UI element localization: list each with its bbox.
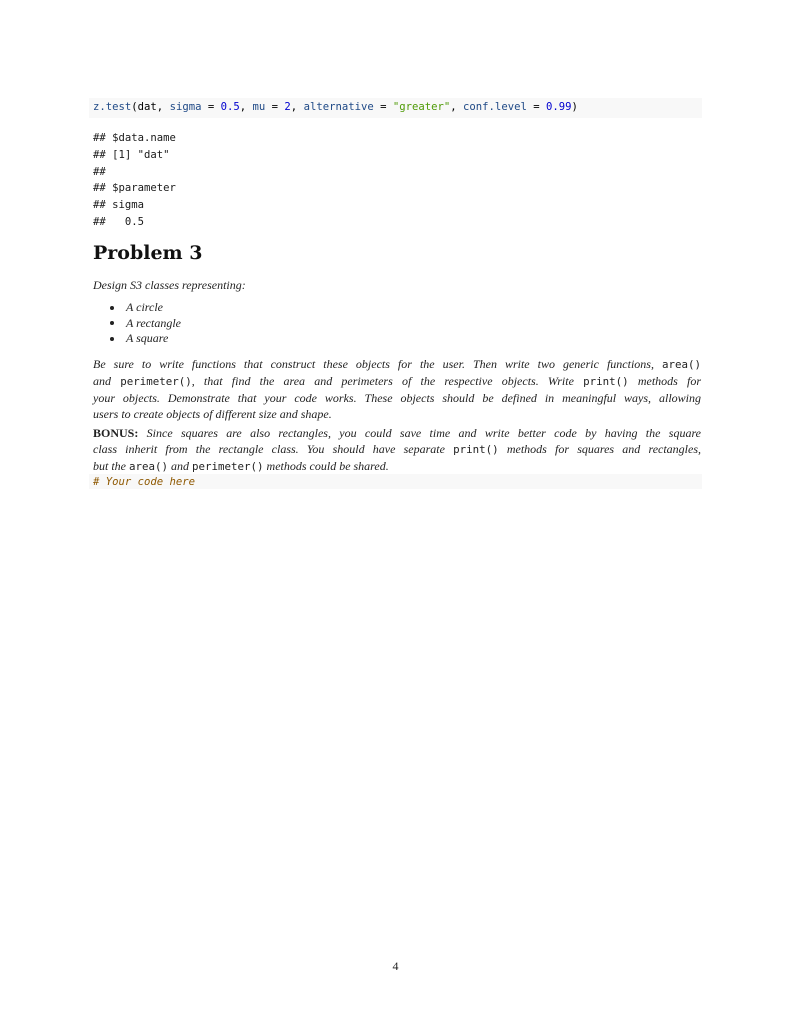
text-span: class inherit from the rectangle class. You should have separate: [93, 442, 445, 456]
code-text: =: [201, 101, 221, 113]
code-function: z.test: [93, 101, 132, 113]
list-item: [110, 300, 181, 316]
intro-text: [93, 277, 701, 293]
output-line: ## 0.5: [93, 215, 145, 228]
code-number: 0.5: [220, 101, 240, 113]
section-heading: Problem 3: [93, 242, 203, 264]
code-comment: # Your code here: [93, 476, 196, 488]
text-span: , that find the area and perimeters of the respective objects. Write: [191, 374, 574, 388]
text-span: and: [171, 459, 190, 473]
text-span: methods could be shared.: [266, 459, 389, 473]
inline-code: print(): [453, 443, 499, 456]
output-line: ## sigma: [93, 199, 145, 212]
code-text: (dat,: [131, 101, 170, 113]
inline-code: area(): [129, 460, 169, 473]
bonus-label: BONUS:: [93, 426, 139, 440]
code-block-ztest: [89, 98, 702, 118]
text-span: methods for squares and rectangles,: [506, 442, 702, 456]
text-span: Since squares are also rectangles, you could save time and write better code by having the square: [146, 426, 701, 440]
inline-code: perimeter(): [192, 460, 264, 473]
code-text: =: [526, 101, 546, 113]
code-arg: mu: [252, 101, 266, 113]
bullet-icon: [110, 337, 114, 341]
code-text: ,: [239, 101, 253, 113]
paragraph-line: [93, 356, 701, 373]
code-number: 0.99: [545, 101, 572, 113]
code-string: "greater": [392, 101, 451, 113]
code-text: ,: [290, 101, 304, 113]
inline-code: area(): [662, 358, 702, 371]
paragraph-line: [93, 373, 701, 390]
text-span: Be sure to write functions that construct these objects for the user. Then write two generic functions,: [93, 357, 654, 371]
inline-code: print(): [583, 375, 629, 388]
code-number: 2: [284, 101, 291, 113]
paragraph-line: [93, 441, 701, 458]
text-span: and: [93, 374, 111, 388]
list-item: [110, 316, 181, 332]
intro-line: Design S3 classes representing:: [93, 278, 246, 292]
code-text: =: [265, 101, 285, 113]
bullet-icon: [110, 321, 114, 325]
code-text: ): [571, 101, 578, 113]
code-output: [93, 130, 176, 231]
bullet-icon: [110, 306, 114, 310]
output-line: ## $data.name: [93, 132, 176, 144]
code-text: =: [373, 101, 393, 113]
instructions-paragraph: [93, 356, 701, 422]
text-span: methods for: [637, 374, 702, 388]
inline-code: perimeter(): [120, 375, 192, 388]
shape-list: [110, 300, 181, 347]
code-text: ,: [450, 101, 464, 113]
paragraph-line: your objects. Demonstrate that your code works. These objects should be defined in meaningful ways, allowing: [93, 391, 701, 405]
page-number: 4: [392, 959, 399, 973]
code-block-answer: [89, 474, 702, 489]
code-arg: sigma: [169, 101, 202, 113]
code-arg: alternative: [303, 101, 374, 113]
output-line: ## [1] "dat": [93, 148, 170, 161]
output-line: ## $parameter: [93, 182, 176, 195]
code-arg: conf.level: [463, 101, 527, 113]
paragraph-line: [93, 425, 701, 441]
bonus-paragraph: [93, 425, 701, 475]
paragraph-line: [93, 458, 701, 475]
text-span: but the: [93, 459, 126, 473]
paragraph-line: users to create objects of different size and shape.: [93, 407, 332, 421]
list-item-label: A rectangle: [126, 315, 181, 330]
list-item-label: A circle: [126, 300, 163, 314]
list-item-label: A square: [126, 331, 169, 345]
output-line: ##: [93, 165, 106, 178]
list-item: [110, 331, 181, 347]
